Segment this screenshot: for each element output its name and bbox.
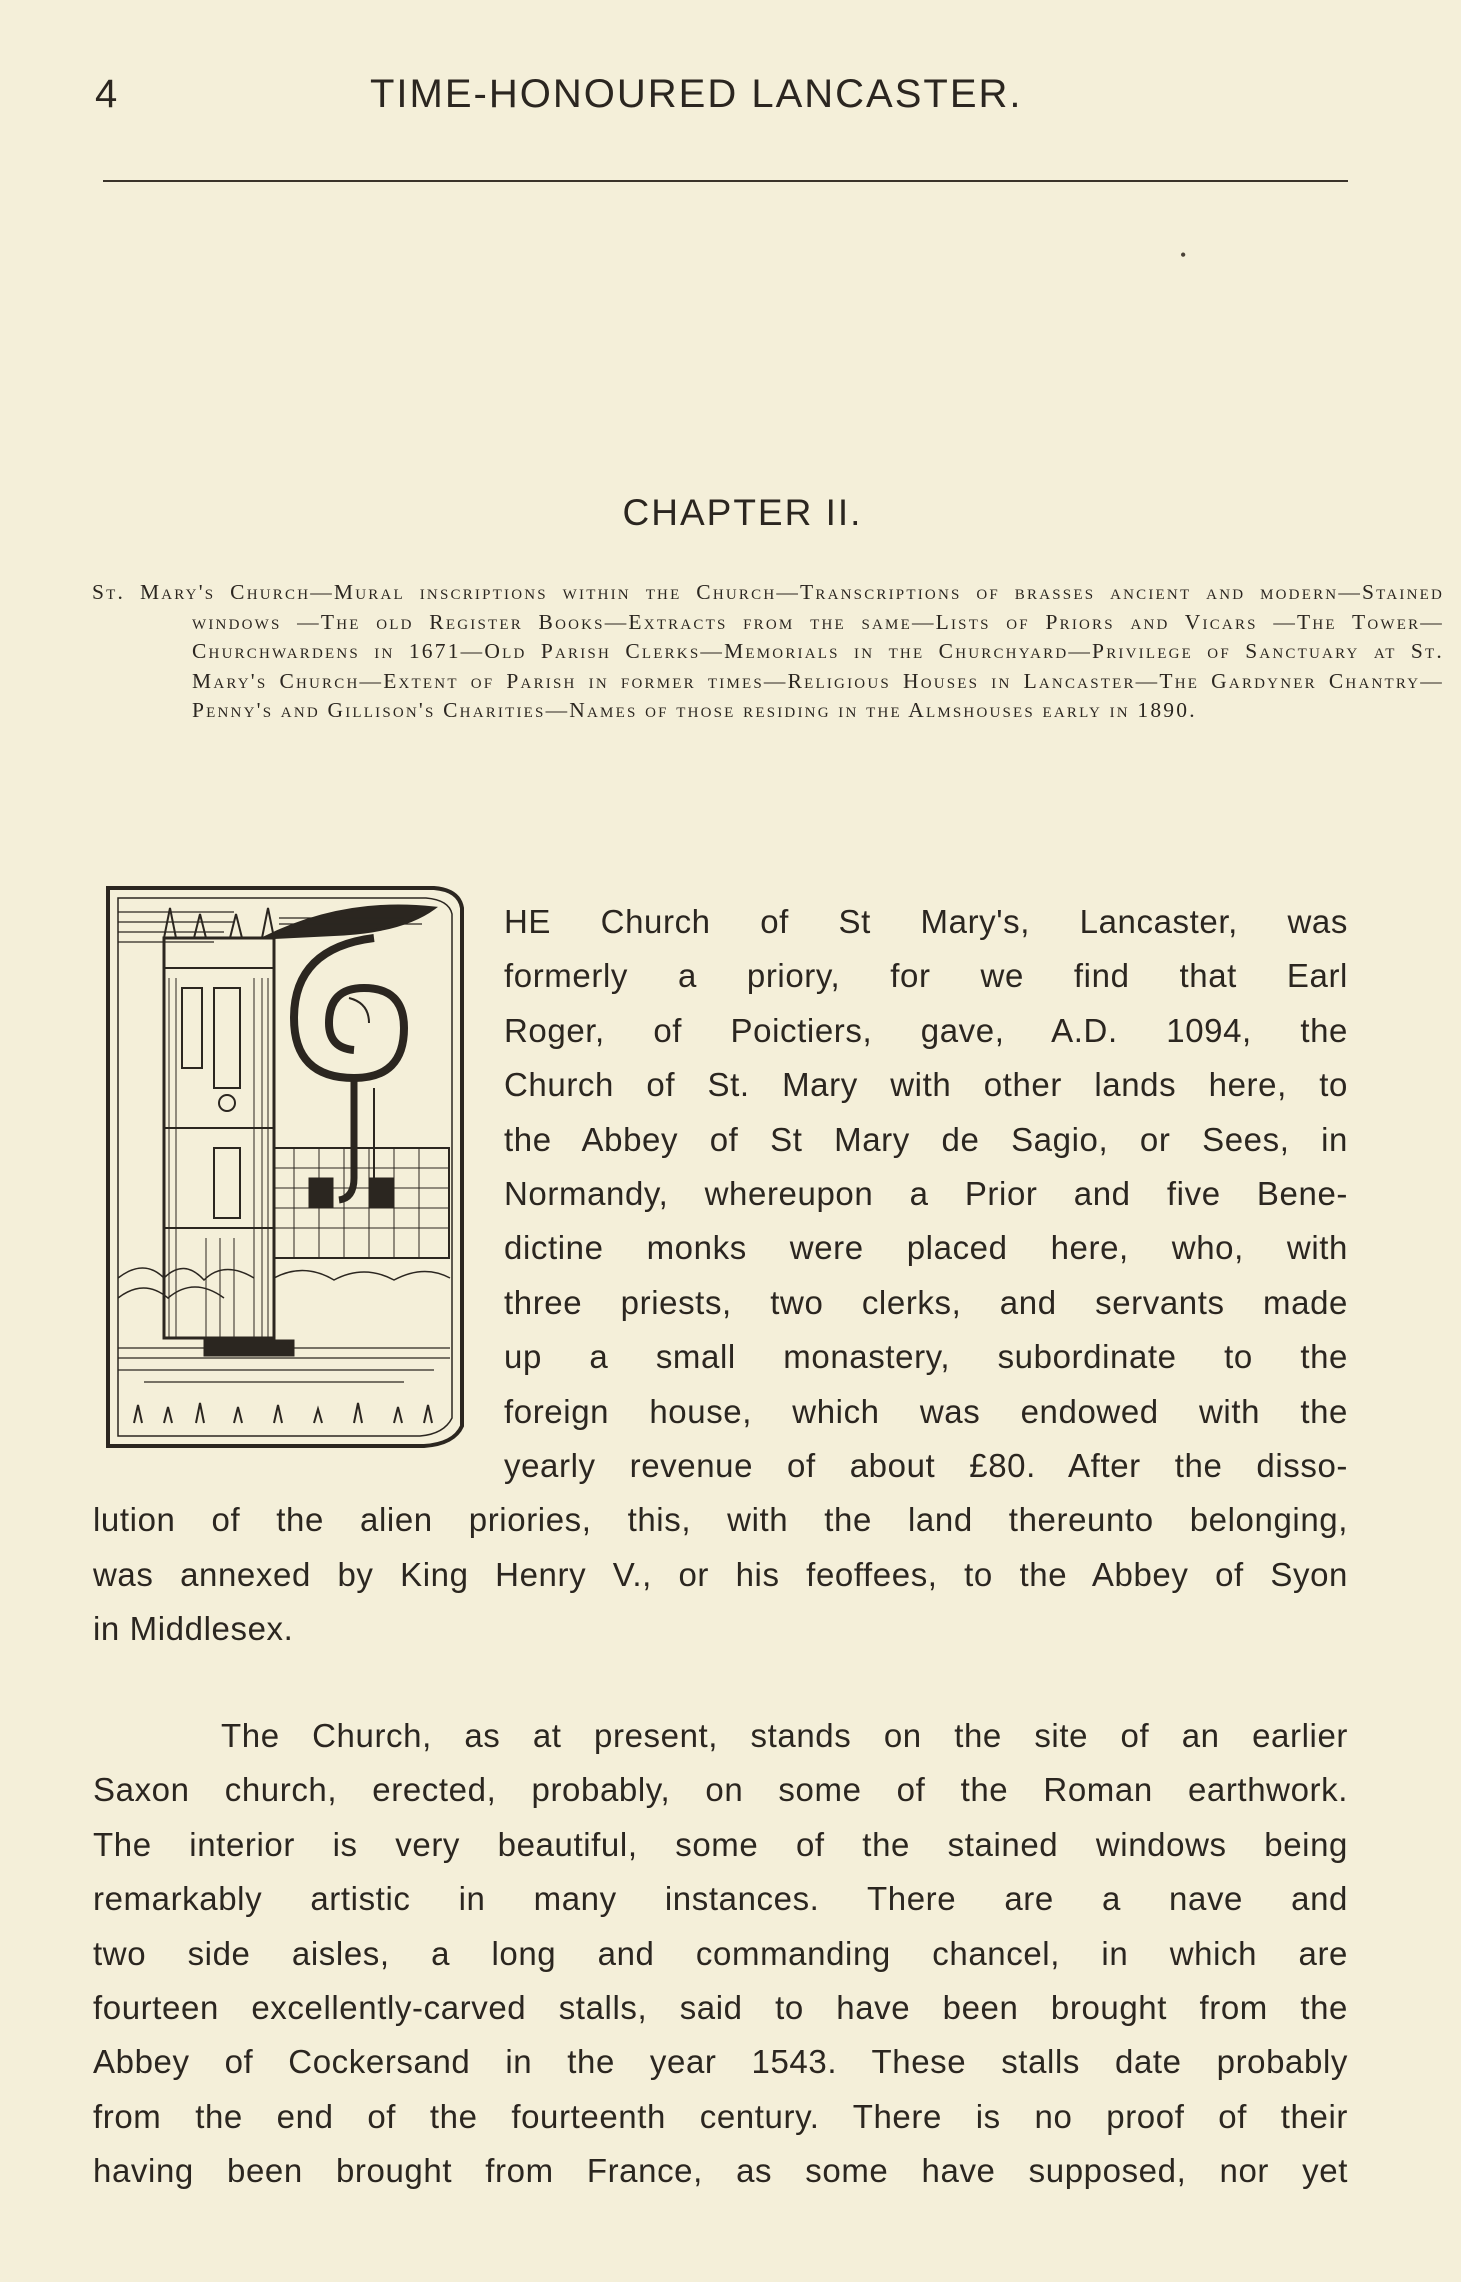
paragraph-line: from the end of the fourteenth century. There is no proof of their xyxy=(93,2097,1348,2135)
page-number: 4 xyxy=(95,72,119,116)
ink-speck: • xyxy=(1180,245,1187,265)
paragraph-line: lution of the alien priories, this, with the land thereunto belonging, xyxy=(93,1501,1348,1539)
paragraph-line: fourteen excellently-carved stalls, said to have been brought from the xyxy=(93,1988,1348,2026)
chapter-synopsis: St. Mary's Church—Mural inscriptions within the Church—Transcriptions of brasses ancient and modern—Stained windows —The old Register Books—Extracts from the same—Lists of Priors and Vicars —The Tower—Churchwardens in 1671—Old Parish Clerks—Memorials in the Churchyard—Privilege of Sanctuary at St. Mary's Church—Extent of Parish in former times—Religious Houses in Lancaster—The Gardyner Chantry—Penny's and Gillison's Charities—Names of those residing in the Almshouses early in 1890. xyxy=(92,580,1444,723)
paragraph-line: The Church, as at present, stands on the site of an earlier xyxy=(221,1717,1348,1754)
paragraph-line: HE Church of St Mary's, Lancaster, was xyxy=(504,903,1348,940)
paragraph-line: Abbey of Cockersand in the year 1543. These stalls date probably xyxy=(93,2043,1348,2081)
paragraph-line: yearly revenue of about £80. After the disso- xyxy=(504,1446,1348,1484)
paragraph-line: two side aisles, a long and commanding chancel, in which are xyxy=(93,1934,1348,1972)
paragraph-line: in Middlesex. xyxy=(93,1610,294,1648)
chapter-heading: CHAPTER II. xyxy=(622,492,863,533)
paragraph-line: remarkably artistic in many instances. There are a nave and xyxy=(93,1880,1348,1918)
paragraph-line: foreign house, which was endowed with the xyxy=(504,1392,1348,1430)
paragraph-line: dictine monks were placed here, who, with xyxy=(504,1229,1348,1267)
paragraph-line: Normandy, whereupon a Prior and five Bene- xyxy=(504,1174,1348,1212)
paragraph-line: formerly a priory, for we find that Earl xyxy=(504,957,1348,995)
header-rule xyxy=(103,180,1348,182)
running-title: TIME-HONOURED LANCASTER. xyxy=(370,72,1023,116)
paragraph-line: Roger, of Poictiers, gave, A.D. 1094, the xyxy=(504,1011,1348,1049)
paragraph-line: Church of St. Mary with other lands here, to xyxy=(504,1066,1348,1104)
paragraph-line: having been brought from France, as some have supposed, nor yet xyxy=(93,2152,1348,2190)
paragraph-line: Saxon church, erected, probably, on some of the Roman earthwork. xyxy=(93,1771,1348,1809)
paragraph-1 xyxy=(93,895,1348,1656)
paragraph-line: the Abbey of St Mary de Sagio, or Sees, in xyxy=(504,1120,1348,1158)
running-head xyxy=(95,72,1346,132)
paragraph-2 xyxy=(93,1709,1348,2199)
paragraph-line: The interior is very beautiful, some of the stained windows being xyxy=(93,1825,1348,1863)
paragraph-line: was annexed by King Henry V., or his feoffees, to the Abbey of Syon xyxy=(93,1555,1348,1593)
paragraph-line: three priests, two clerks, and servants made xyxy=(504,1283,1348,1321)
paragraph-line: up a small monastery, subordinate to the xyxy=(504,1338,1348,1376)
